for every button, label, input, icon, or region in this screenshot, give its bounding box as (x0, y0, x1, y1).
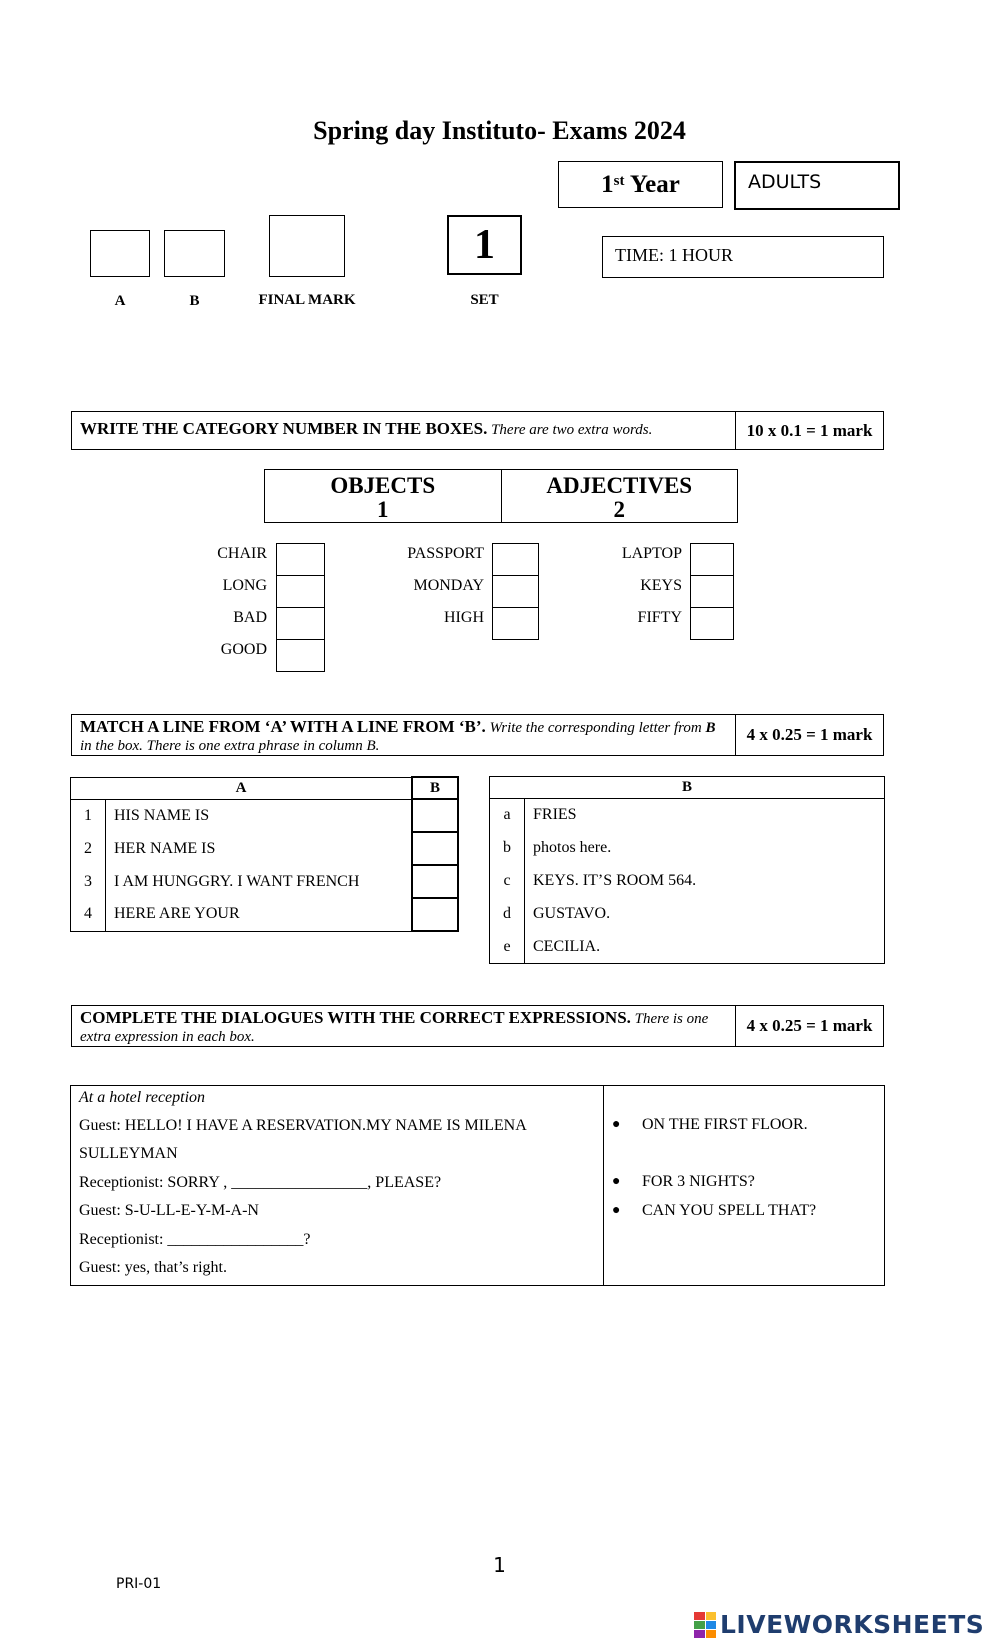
expression-option (612, 1202, 816, 1220)
document-code: PRI-01 (116, 1576, 162, 1592)
word-laptop: LAPTOP (621, 545, 682, 562)
match-answer-box[interactable] (412, 832, 458, 865)
row-letter: c (490, 865, 525, 898)
table-row (71, 865, 459, 898)
word-chair: CHAIR (217, 545, 267, 562)
section2-instruction-italic-1: Write the corresponding letter from (489, 720, 702, 736)
category-name: OBJECTS (330, 473, 436, 498)
row-text: photos here. (525, 832, 885, 865)
word-high: HIGH (444, 609, 484, 626)
dialogue-text (71, 1086, 604, 1285)
final-mark-box[interactable] (269, 215, 345, 277)
row-number: 3 (71, 865, 106, 898)
level-box: ADULTS (734, 161, 900, 210)
bullet-icon: ● (612, 1203, 621, 1218)
category-answer-box[interactable] (276, 639, 325, 672)
word-good: GOOD (220, 641, 267, 658)
expression-text: ON THE FIRST FLOOR. (642, 1116, 808, 1133)
year-suffix: st (613, 173, 625, 189)
dialogue-box (70, 1085, 885, 1286)
list-b-header: B (490, 777, 885, 799)
expression-option (612, 1116, 808, 1134)
time-box: TIME: 1 HOUR (602, 236, 884, 278)
row-text: CECILIA. (525, 931, 885, 964)
section3-instruction (72, 1006, 736, 1046)
section1-instruction-italic: There are two extra words. (491, 422, 653, 438)
liveworksheets-logo (694, 1610, 984, 1639)
category-answer-box[interactable] (492, 575, 539, 608)
row-text: HERE ARE YOUR (106, 898, 413, 931)
word-bad: BAD (233, 609, 267, 626)
table-row (490, 898, 885, 931)
set-box: 1 (447, 215, 522, 275)
table-row (490, 931, 885, 964)
section3-mark: 4 x 0.25 = 1 mark (746, 1016, 873, 1035)
bullet-icon: ● (612, 1174, 621, 1189)
category-number: 2 (613, 497, 625, 522)
category-adjectives (501, 470, 738, 522)
dialogue-line: Guest: HELLO! I HAVE A RESERVATION.MY NAME IS MILENA (79, 1117, 527, 1134)
mark-a-label: A (114, 293, 126, 309)
exam-title: Spring day Instituto- Exams 2024 (313, 116, 686, 145)
table-row (71, 799, 459, 832)
bullet-icon: ● (612, 1117, 621, 1132)
section3-instruction-italic: There is one extra expression in each box. (80, 1011, 709, 1045)
match-answer-box[interactable] (412, 898, 458, 931)
category-answer-box[interactable] (276, 607, 325, 640)
expression-text: FOR 3 NIGHTS? (642, 1173, 755, 1190)
mark-b-label: B (189, 293, 200, 309)
category-answer-box[interactable] (492, 543, 539, 576)
table-row (490, 799, 885, 832)
category-objects (265, 470, 501, 522)
dialogue-line: SULLEYMAN (79, 1145, 178, 1163)
section2-instruction (72, 715, 736, 755)
expression-text: CAN YOU SPELL THAT? (642, 1202, 817, 1219)
word-passport: PASSPORT (407, 545, 484, 562)
category-answer-box[interactable] (690, 575, 734, 608)
column-b-header: B (412, 777, 458, 799)
word-fifty: FIFTY (637, 609, 682, 626)
table-row (71, 898, 459, 931)
category-answer-box[interactable] (276, 543, 325, 576)
section1-instruction (72, 412, 736, 449)
page-number: 1 (493, 1553, 506, 1577)
section3-header (71, 1005, 884, 1047)
match-table-a (70, 776, 459, 932)
row-letter: b (490, 832, 525, 865)
dialogue-line: Receptionist: _________________? (79, 1230, 311, 1248)
dialogue-line: Guest: yes, that’s right. (79, 1258, 227, 1276)
row-text: GUSTAVO. (525, 898, 885, 931)
category-number: 1 (377, 497, 389, 522)
match-answer-box[interactable] (412, 799, 458, 832)
table-row (490, 865, 885, 898)
final-mark-label: FINAL MARK (258, 292, 356, 308)
category-answer-box[interactable] (276, 575, 325, 608)
year-box (558, 161, 723, 208)
section2-instruction-bold-b: B (705, 720, 716, 736)
category-answer-box[interactable] (690, 543, 734, 576)
mark-a-box[interactable] (90, 230, 150, 277)
section1-mark: 10 x 0.1 = 1 mark (746, 420, 873, 440)
expression-option (612, 1173, 755, 1191)
row-text: I AM HUNGGRY. I WANT FRENCH (106, 865, 413, 898)
section2-header (71, 714, 884, 756)
section1-instruction-bold: WRITE THE CATEGORY NUMBER IN THE BOXES. (80, 419, 488, 438)
word-long: LONG (222, 577, 267, 594)
section2-instruction-italic-2: in the box. There is one extra phrase in column B. (80, 738, 380, 754)
category-answer-box[interactable] (690, 607, 734, 640)
section1-header (71, 411, 884, 450)
word-keys: KEYS (640, 577, 682, 594)
liveworksheets-icon (694, 1612, 716, 1638)
section2-mark: 4 x 0.25 = 1 mark (746, 725, 873, 744)
row-letter: e (490, 931, 525, 964)
match-answer-box[interactable] (412, 865, 458, 898)
section3-instruction-bold: COMPLETE THE DIALOGUES WITH THE CORRECT EXPRESSIONS. (80, 1008, 631, 1027)
table-row (71, 832, 459, 865)
set-label: SET (470, 292, 499, 308)
expression-options (604, 1086, 884, 1285)
dialogue-context: At a hotel reception (79, 1089, 206, 1106)
category-answer-box[interactable] (492, 607, 539, 640)
match-table-b (489, 776, 885, 964)
row-letter: d (490, 898, 525, 931)
row-letter: a (490, 799, 525, 832)
row-number: 2 (71, 832, 106, 865)
category-table (264, 469, 738, 523)
table-row (490, 832, 885, 865)
row-number: 4 (71, 898, 106, 931)
year-word: Year (624, 170, 680, 198)
row-text: KEYS. IT’S ROOM 564. (525, 865, 885, 898)
dialogue-line: Receptionist: SORRY , _________________, PLEASE? (79, 1173, 442, 1191)
row-text: HIS NAME IS (106, 799, 413, 832)
dialogue-line: Guest: S-U-LL-E-Y-M-A-N (79, 1202, 259, 1220)
row-number: 1 (71, 799, 106, 832)
row-text: FRIES (525, 799, 885, 832)
logo-text: LIVEWORKSHEETS (720, 1610, 985, 1639)
category-name: ADJECTIVES (546, 473, 693, 498)
year-number: 1 (601, 170, 614, 198)
section2-instruction-bold: MATCH A LINE FROM ‘A’ WITH A LINE FROM ‘B’. (80, 717, 486, 736)
mark-b-box[interactable] (164, 230, 225, 277)
word-monday: MONDAY (413, 577, 484, 594)
row-text: HER NAME IS (106, 832, 413, 865)
column-a-header: A (71, 777, 413, 799)
